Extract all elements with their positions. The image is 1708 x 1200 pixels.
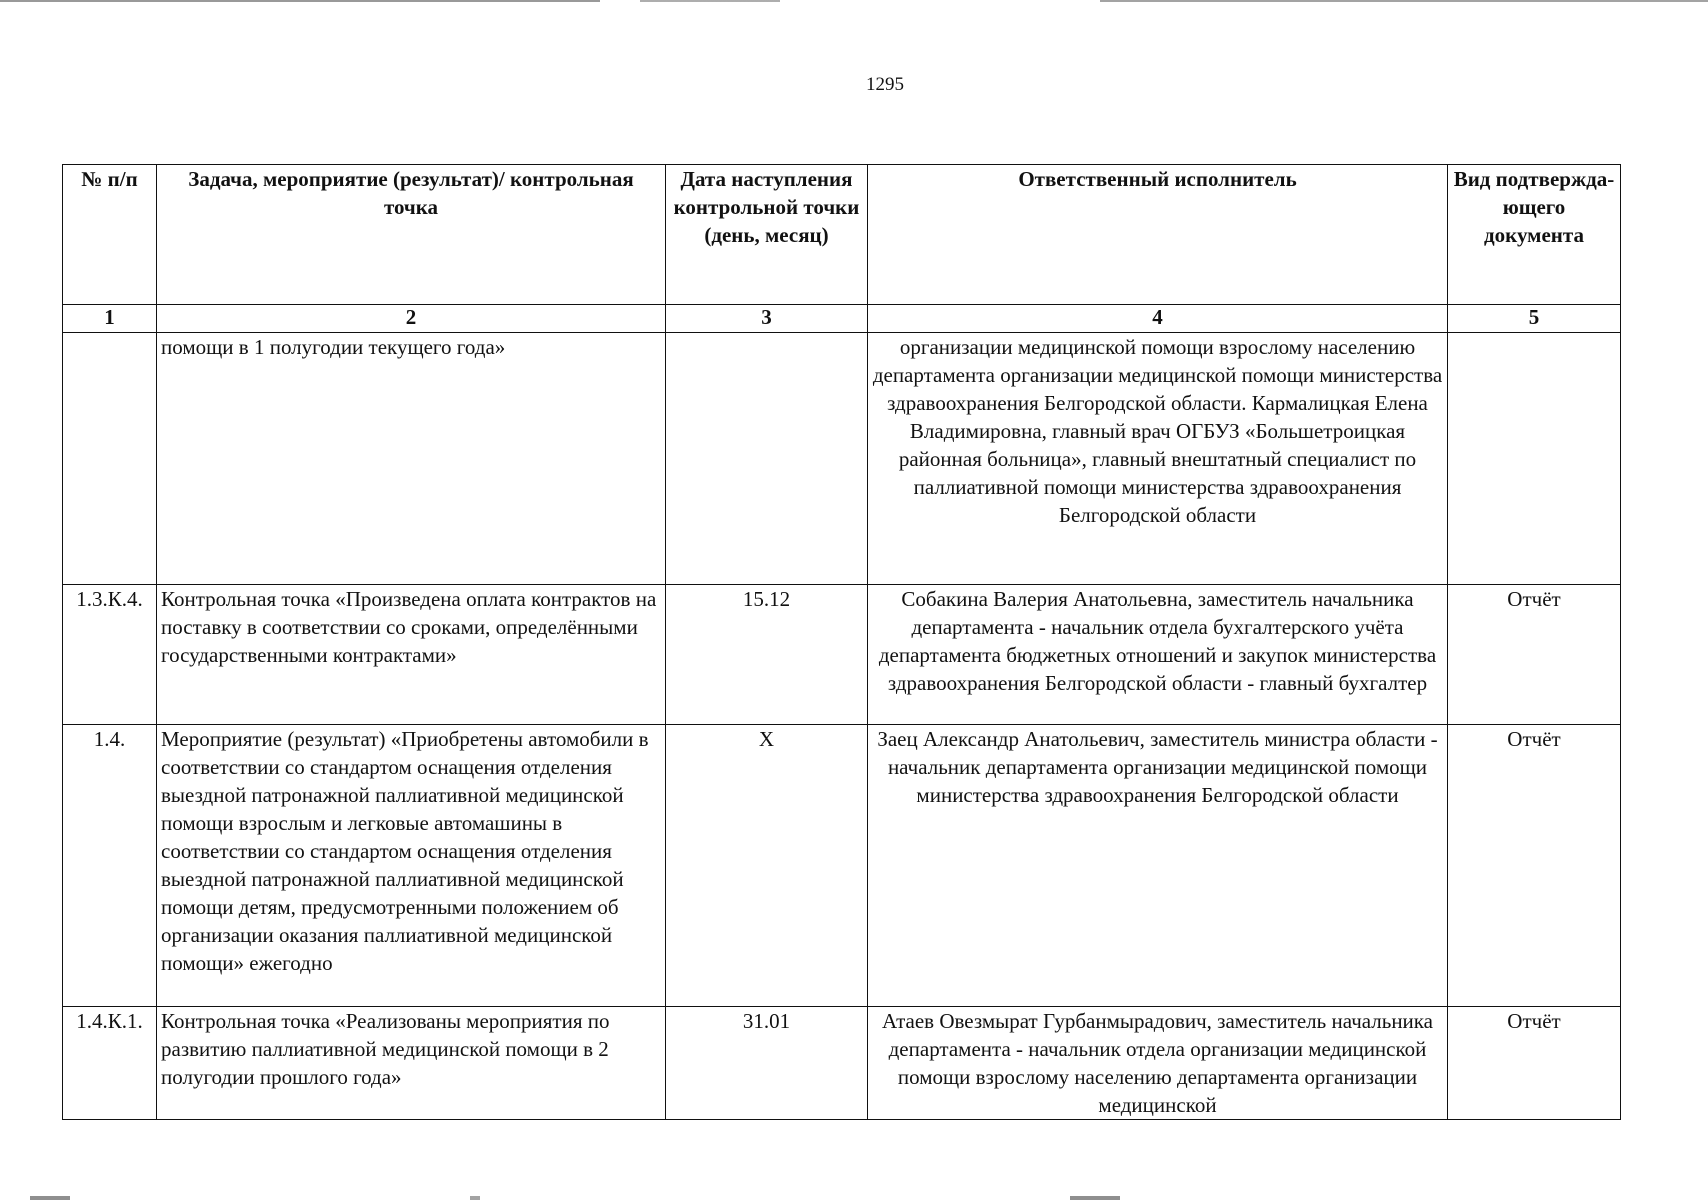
row-document: Отчёт <box>1448 585 1621 725</box>
row-date <box>666 333 868 585</box>
table-row <box>63 585 1621 725</box>
row-task: помощи в 1 полугодии текущего года» <box>157 333 666 585</box>
column-numbering-row <box>63 305 1621 333</box>
scan-edge-top <box>0 0 1708 2</box>
row-executor: организации медицинской помощи взрослому населению департамента организации медицинской помощи министерства здравоохранения Белгородской области. Кармалицкая Елена Владимировна, главный врач ОГБУЗ «Большетроицкая районная больница», главный внештатный специалист по паллиативной помощи министерства здравоохранения Белгородской области <box>868 333 1448 585</box>
row-number: 1.3.К.4. <box>63 585 157 725</box>
column-number: 3 <box>666 305 868 333</box>
row-executor: Собакина Валерия Анатольевна, заместитель начальника департамента - начальник отдела бухгалтерского учёта департамента бюджетных отношений и закупок министерства здравоохранения Белгородской области - главный бухгалтер <box>868 585 1448 725</box>
header-task: Задача, мероприятие (результат)/ контрольная точка <box>157 165 666 305</box>
column-number: 5 <box>1448 305 1621 333</box>
table-row <box>63 333 1621 585</box>
plan-table <box>62 164 1621 1120</box>
header-executor: Ответственный исполнитель <box>868 165 1448 305</box>
row-date: 31.01 <box>666 1007 868 1120</box>
header-number: № п/п <box>63 165 157 305</box>
row-number <box>63 333 157 585</box>
scan-edge-bottom <box>30 1196 1670 1200</box>
header-date: Дата наступления контрольной точки (день, месяц) <box>666 165 868 305</box>
header-document: Вид подтвержда-ющего документа <box>1448 165 1621 305</box>
row-executor: Атаев Овезмырат Гурбанмырадович, заместитель начальника департамента - начальник отдела организации медицинской помощи взрослому населению департамента организации медицинской <box>868 1007 1448 1120</box>
row-date: 15.12 <box>666 585 868 725</box>
table-row <box>63 1007 1621 1120</box>
row-number: 1.4. <box>63 725 157 1007</box>
table-row <box>63 725 1621 1007</box>
row-executor: Заец Александр Анатольевич, заместитель министра области - начальник департамента организации медицинской помощи министерства здравоохранения Белгородской области <box>868 725 1448 1007</box>
column-number: 1 <box>63 305 157 333</box>
table-header-row <box>63 165 1621 305</box>
column-number: 4 <box>868 305 1448 333</box>
row-task: Мероприятие (результат) «Приобретены автомобили в соответствии со стандартом оснащения отделения выездной патронажной паллиативной медицинской помощи взрослым и легковые автомашины в соответствии со стандартом оснащения отделения выездной патронажной паллиативной медицинской помощи детям, предусмотренными положением об организации оказания паллиативной медицинской помощи» ежегодно <box>157 725 666 1007</box>
row-number: 1.4.К.1. <box>63 1007 157 1120</box>
page-number: 1295 <box>866 74 904 95</box>
row-task: Контрольная точка «Реализованы мероприятия по развитию паллиативной медицинской помощи в 2 полугодии прошлого года» <box>157 1007 666 1120</box>
row-document <box>1448 333 1621 585</box>
row-date: X <box>666 725 868 1007</box>
row-document: Отчёт <box>1448 725 1621 1007</box>
column-number: 2 <box>157 305 666 333</box>
row-document: Отчёт <box>1448 1007 1621 1120</box>
row-task: Контрольная точка «Произведена оплата контрактов на поставку в соответствии со сроками, определёнными государственными контрактами» <box>157 585 666 725</box>
